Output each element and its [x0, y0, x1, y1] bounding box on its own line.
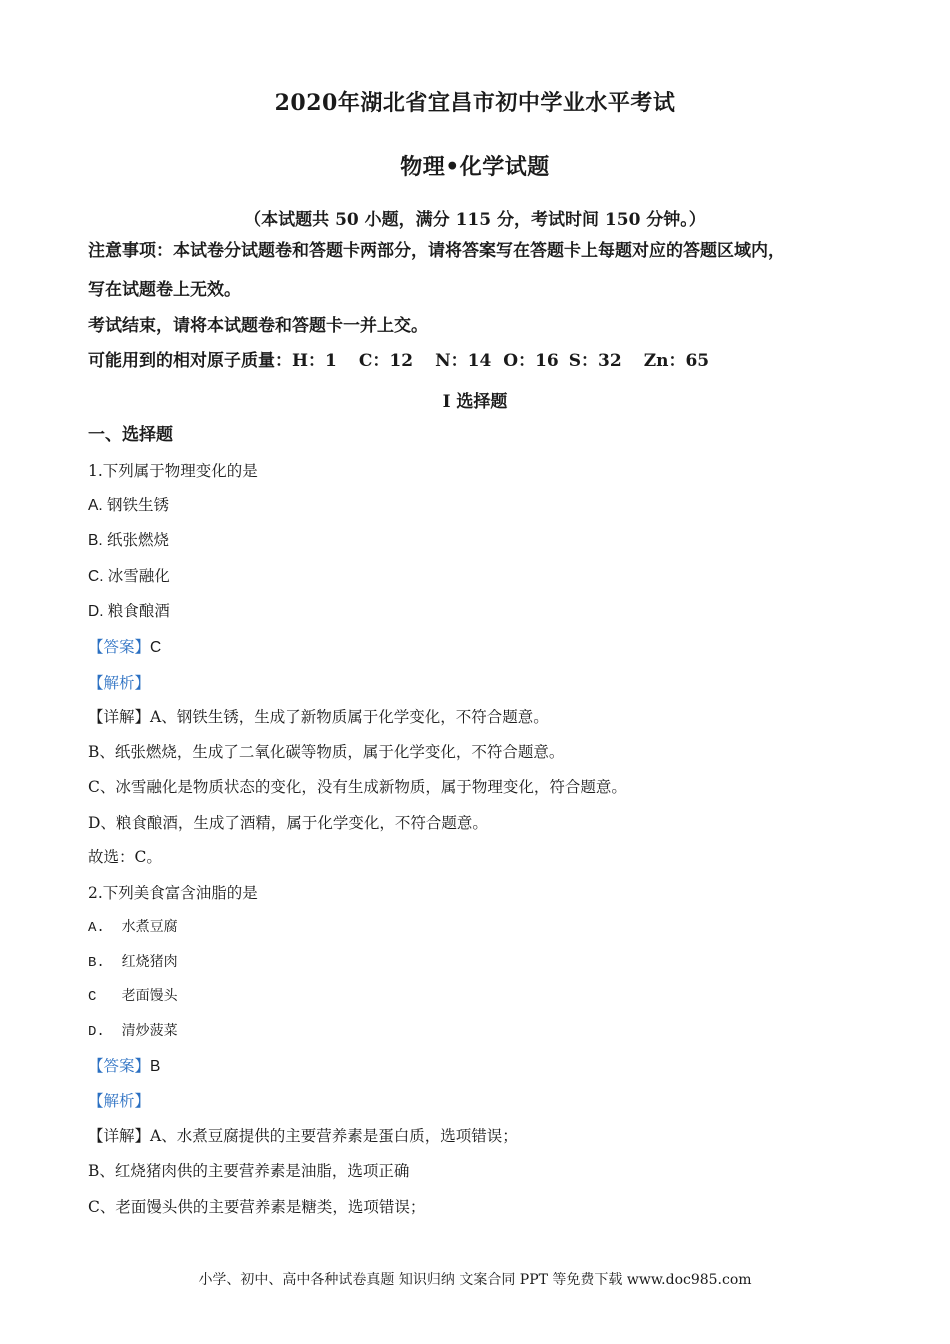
atomic-masses — [88, 351, 709, 371]
question-2-analysis-label: 【解析】 — [88, 1092, 151, 1110]
question-1-stem: 1.下列属于物理变化的是 — [88, 462, 258, 480]
atomic-mass-n: N：14 — [435, 351, 492, 371]
atomic-masses-label: 可能用到的相对原子质量： — [88, 351, 292, 371]
atomic-mass-h: H：1 — [292, 351, 337, 371]
atomic-mass-c: C：12 — [358, 351, 414, 371]
question-1-option-d: D. 粮食酿酒 — [88, 603, 170, 620]
question-2-detail-1: 【详解】A、水煮豆腐提供的主要营养素是蛋白质，选项错误； — [88, 1127, 518, 1145]
notice-line-2: 写在试题卷上无效。 — [88, 280, 241, 300]
question-2-option-d: D. 清炒菠菜 — [88, 1024, 178, 1040]
question-1-detail-2: B、纸张燃烧，生成了二氧化碳等物质，属于化学变化，不符合题意。 — [88, 743, 565, 761]
answer-label: 【答案】 — [88, 638, 151, 656]
exam-info: （本试题共 50 小题，满分 115 分，考试时间 150 分钟。） — [244, 210, 706, 230]
answer-value: B — [150, 1058, 161, 1075]
question-1-detail-1: 【详解】A、钢铁生锈，生成了新物质属于化学变化，不符合题意。 — [88, 708, 549, 726]
question-2-option-b: B. 红烧猪肉 — [88, 955, 178, 971]
question-1-detail-3: C、冰雪融化是物质状态的变化，没有生成新物质，属于物理变化，符合题意。 — [88, 778, 627, 796]
question-1-option-c: C. 冰雪融化 — [88, 568, 170, 585]
question-1-analysis-label: 【解析】 — [88, 674, 151, 692]
answer-value: C — [150, 639, 162, 656]
notice-line-3: 考试结束，请将本试题卷和答题卡一并上交。 — [88, 316, 428, 336]
exam-title: 2020年湖北省宜昌市初中学业水平考试 — [274, 90, 676, 116]
answer-label: 【答案】 — [88, 1057, 151, 1075]
question-2-detail-3: C、老面馒头供的主要营养素是糖类，选项错误； — [88, 1198, 426, 1216]
question-1-option-b: B. 纸张燃烧 — [88, 532, 169, 549]
notice-line-1: 注意事项：本试卷分试题卷和答题卡两部分，请将答案写在答题卡上每题对应的答题区域内， — [88, 241, 785, 261]
question-1-detail-4: D、粮食酿酒，生成了酒精，属于化学变化，不符合题意。 — [88, 814, 488, 832]
question-2-detail-2: B、红烧猪肉供的主要营养素是油脂，选项正确 — [88, 1162, 410, 1180]
question-1-option-a: A. 钢铁生锈 — [88, 497, 169, 514]
section-title: 一、选择题 — [88, 425, 173, 445]
question-2-option-a: A. 水煮豆腐 — [88, 920, 178, 936]
question-2-stem: 2.下列美食富含油脂的是 — [88, 884, 258, 902]
question-1-answer — [88, 637, 161, 658]
atomic-mass-o: O：16 — [503, 351, 559, 371]
page-footer: 小学、初中、高中各种试卷真题 知识归纳 文案合同 PPT 等免费下载 www.doc985.com — [198, 1272, 752, 1288]
question-2-answer — [88, 1056, 160, 1077]
atomic-mass-s: S：32 — [568, 351, 622, 371]
question-1-conclusion: 故选：C。 — [88, 848, 162, 866]
part-title: I 选择题 — [442, 392, 508, 412]
question-2-option-c: C 老面馒头 — [88, 989, 178, 1005]
atomic-mass-zn: Zn：65 — [643, 351, 710, 371]
exam-subject: 物理•化学试题 — [400, 154, 550, 180]
